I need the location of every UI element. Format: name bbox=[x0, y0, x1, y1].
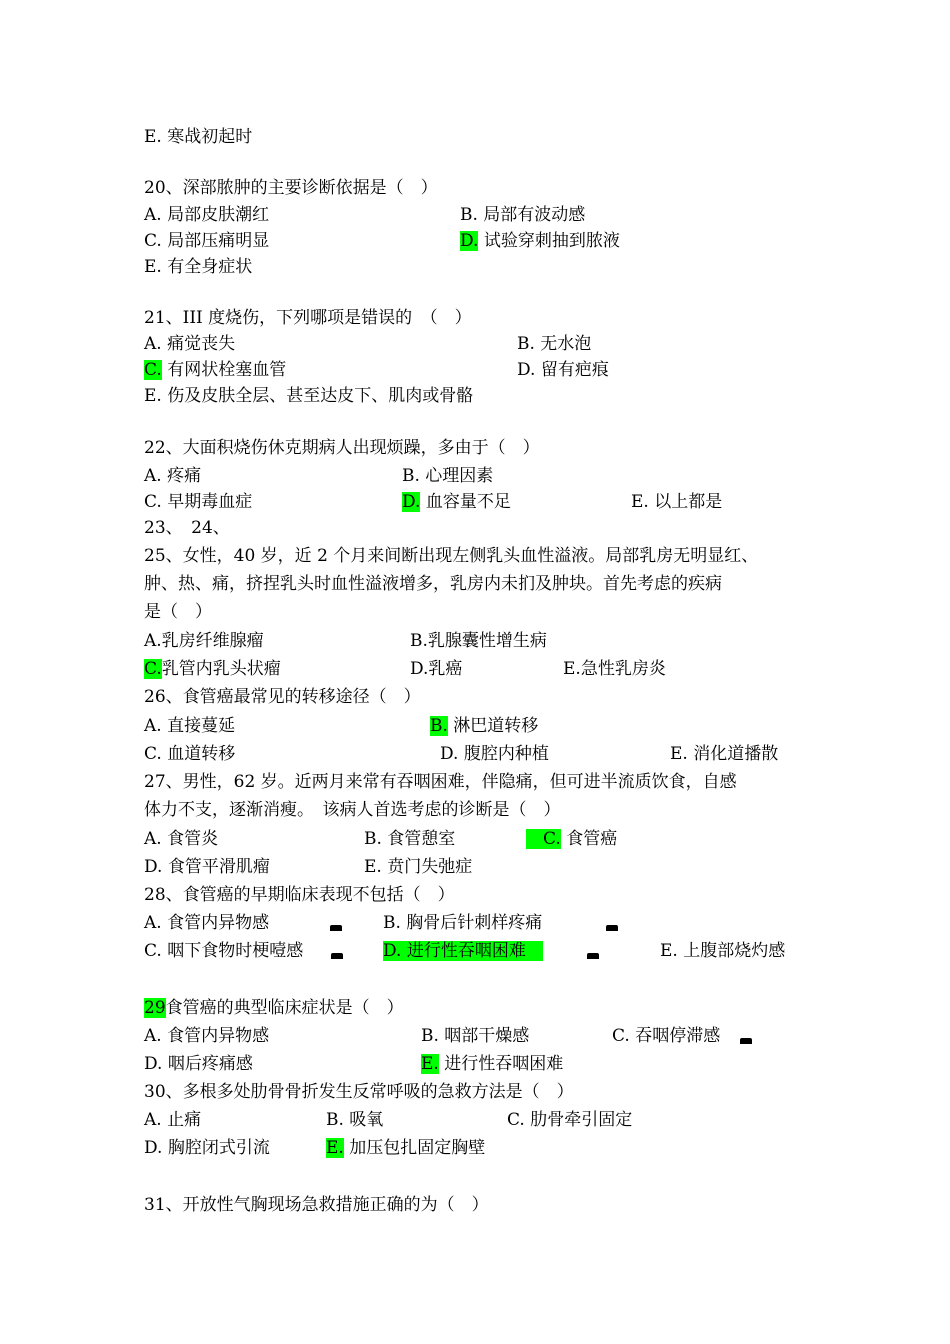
segment-text: 20、深部脓肿的主要诊断依据是（ ） bbox=[144, 178, 438, 198]
text-segment bbox=[144, 628, 264, 654]
text-segment bbox=[364, 854, 472, 880]
text-segment bbox=[144, 769, 737, 795]
text-segment bbox=[144, 1051, 253, 1077]
segment-text: 试验穿刺抽到脓液 bbox=[478, 231, 620, 251]
text-segment bbox=[563, 656, 666, 682]
highlighted-answer: D. bbox=[402, 492, 421, 512]
text-segment bbox=[144, 713, 235, 739]
segment-text: C. 血道转移 bbox=[144, 744, 236, 764]
segment-text: C. 吞咽停滞感 bbox=[612, 1026, 721, 1046]
text-segment bbox=[144, 910, 269, 936]
segment-text: D. 食管平滑肌瘤 bbox=[144, 857, 270, 877]
highlighted-answer: E. bbox=[421, 1054, 439, 1074]
segment-text: 体力不支，逐渐消瘦。 该病人首选考虑的诊断是（ ） bbox=[144, 800, 561, 820]
text-segment bbox=[144, 254, 252, 280]
segment-text: A. 局部皮肤潮红 bbox=[144, 205, 270, 225]
text-segment bbox=[144, 515, 230, 541]
mark-glyph bbox=[606, 925, 618, 931]
segment-text: C. 早期毒血症 bbox=[144, 492, 253, 512]
segment-text: B. 咽部干燥感 bbox=[421, 1026, 530, 1046]
text-segment bbox=[326, 1135, 485, 1161]
segment-text: D.乳癌 bbox=[410, 659, 463, 679]
segment-text: 肿、热、痛，挤捏乳头时血性溢液增多，乳房内未扪及肿块。首先考虑的疾病 bbox=[144, 574, 722, 594]
text-segment bbox=[144, 684, 421, 710]
segment-text: 淋巴道转移 bbox=[447, 716, 539, 736]
text-segment bbox=[144, 435, 540, 461]
text-segment bbox=[326, 1107, 383, 1133]
highlighted-answer: D. 进行性吞咽困难 bbox=[383, 941, 543, 961]
text-segment bbox=[144, 854, 270, 880]
segment-text: B. 局部有波动感 bbox=[460, 205, 586, 225]
text-segment bbox=[144, 741, 235, 767]
text-segment bbox=[144, 797, 561, 823]
text-segment bbox=[144, 305, 472, 331]
text-segment bbox=[410, 656, 462, 682]
segment-text: B. 心理因素 bbox=[402, 466, 494, 486]
segment-text: 28、食管癌的早期临床表现不包括（ ） bbox=[144, 885, 455, 905]
text-segment bbox=[430, 713, 538, 739]
text-segment bbox=[144, 202, 269, 228]
segment-text: B.乳腺囊性增生病 bbox=[410, 631, 547, 651]
segment-text: 乳管内乳头状瘤 bbox=[161, 659, 281, 679]
highlighted-answer: C. bbox=[144, 659, 162, 679]
mark-glyph bbox=[587, 953, 599, 959]
text-segment bbox=[383, 910, 542, 936]
segment-text: 23、 24、 bbox=[144, 518, 230, 538]
segment-text: 食管癌 bbox=[560, 829, 618, 849]
segment-text: D. 胸腔闭式引流 bbox=[144, 1138, 270, 1158]
segment-text: E. 伤及皮肤全层、甚至达皮下、肌肉或骨骼 bbox=[144, 386, 474, 406]
segment-text: A. 直接蔓延 bbox=[144, 716, 236, 736]
text-segment bbox=[144, 571, 722, 597]
mark-glyph bbox=[330, 925, 342, 931]
text-segment bbox=[410, 628, 547, 654]
text-segment bbox=[517, 357, 609, 383]
segment-text: 27、男性，62 岁。近两月来常有吞咽困难，伴隐痛，但可进半流质饮食，自感 bbox=[144, 772, 737, 792]
text-segment bbox=[144, 1135, 270, 1161]
highlighted-answer: C. bbox=[526, 829, 561, 849]
text-segment bbox=[460, 228, 620, 254]
segment-text: 血容量不足 bbox=[420, 492, 511, 512]
text-segment bbox=[144, 383, 473, 409]
text-segment bbox=[144, 1107, 201, 1133]
segment-text: D. 腹腔内种植 bbox=[440, 744, 549, 764]
text-segment bbox=[144, 543, 758, 569]
text-segment bbox=[517, 331, 591, 357]
mark-glyph bbox=[740, 1038, 752, 1044]
segment-text: E. 贲门失弛症 bbox=[364, 857, 473, 877]
segment-text: 有网状栓塞血管 bbox=[161, 360, 287, 380]
text-segment bbox=[364, 826, 455, 852]
segment-text: A. 食管内异物感 bbox=[144, 913, 270, 933]
segment-text: 食管癌的典型临床症状是（ ） bbox=[165, 998, 404, 1018]
segment-text: 26、食管癌最常见的转移途径（ ） bbox=[144, 687, 421, 707]
text-segment bbox=[507, 1107, 632, 1133]
segment-text: 21、III 度烧伤，下列哪项是错误的 （ ） bbox=[144, 308, 472, 328]
segment-text: B. 无水泡 bbox=[517, 334, 592, 354]
segment-text: 31、开放性气胸现场急救措施正确的为（ ） bbox=[144, 1195, 489, 1215]
text-segment bbox=[440, 741, 549, 767]
segment-text: 25、女性，40 岁，近 2 个月来间断出现左侧乳头血性溢液。局部乳房无明显红、 bbox=[144, 546, 759, 566]
text-segment bbox=[144, 826, 218, 852]
segment-text: E. 寒战初起时 bbox=[144, 127, 253, 147]
text-segment bbox=[670, 741, 778, 767]
highlighted-answer: C. bbox=[144, 360, 162, 380]
text-segment bbox=[144, 463, 201, 489]
text-segment bbox=[383, 938, 543, 964]
text-segment bbox=[144, 882, 455, 908]
text-segment bbox=[421, 1023, 529, 1049]
highlighted-answer: B. bbox=[430, 716, 448, 736]
text-segment bbox=[144, 938, 303, 964]
text-segment bbox=[144, 489, 252, 515]
segment-text: 进行性吞咽困难 bbox=[438, 1054, 564, 1074]
segment-text: A. 疼痛 bbox=[144, 466, 202, 486]
segment-text: C. 肋骨牵引固定 bbox=[507, 1110, 633, 1130]
segment-text: 22、大面积烧伤休克期病人出现烦躁，多由于（ ） bbox=[144, 438, 540, 458]
segment-text: C. 咽下食物时梗噎感 bbox=[144, 941, 304, 961]
segment-text: E. 以上都是 bbox=[631, 492, 723, 512]
segment-text: 30、多根多处肋骨骨折发生反常呼吸的急救方法是（ ） bbox=[144, 1082, 574, 1102]
text-segment bbox=[144, 175, 438, 201]
text-segment bbox=[144, 995, 404, 1021]
segment-text: A.乳房纤维腺瘤 bbox=[144, 631, 264, 651]
text-segment bbox=[144, 228, 269, 254]
text-segment bbox=[144, 124, 252, 150]
text-segment bbox=[402, 463, 493, 489]
text-segment bbox=[421, 1051, 563, 1077]
text-segment bbox=[144, 357, 286, 383]
segment-text: C. 局部压痛明显 bbox=[144, 231, 270, 251]
text-segment bbox=[460, 202, 585, 228]
text-segment bbox=[612, 1023, 720, 1049]
text-segment bbox=[144, 599, 212, 625]
text-segment bbox=[144, 1079, 574, 1105]
highlighted-answer: E. bbox=[326, 1138, 344, 1158]
segment-text: B. 胸骨后针刺样疼痛 bbox=[383, 913, 543, 933]
highlighted-answer: 29 bbox=[144, 998, 166, 1018]
text-segment bbox=[660, 938, 785, 964]
text-segment bbox=[144, 1192, 489, 1218]
segment-text: D. 咽后疼痛感 bbox=[144, 1054, 253, 1074]
text-segment bbox=[144, 1023, 269, 1049]
segment-text: A. 止痛 bbox=[144, 1110, 202, 1130]
segment-text: 加压包扎固定胸壁 bbox=[343, 1138, 486, 1158]
text-segment bbox=[402, 489, 511, 515]
segment-text: E. 上腹部烧灼感 bbox=[660, 941, 786, 961]
segment-text: A. 食管内异物感 bbox=[144, 1026, 270, 1046]
mark-glyph bbox=[331, 953, 343, 959]
segment-text: 是（ ） bbox=[144, 602, 212, 622]
text-segment bbox=[144, 656, 281, 682]
text-segment bbox=[144, 331, 235, 357]
segment-text: E. 消化道播散 bbox=[670, 744, 779, 764]
segment-text: B. 食管憩室 bbox=[364, 829, 456, 849]
segment-text: D. 留有疤痕 bbox=[517, 360, 609, 380]
segment-text: B. 吸氧 bbox=[326, 1110, 384, 1130]
segment-text: A. 痛觉丧失 bbox=[144, 334, 236, 354]
text-segment bbox=[526, 826, 617, 852]
text-segment bbox=[631, 489, 722, 515]
segment-text: A. 食管炎 bbox=[144, 829, 219, 849]
highlighted-answer: D. bbox=[460, 231, 479, 251]
segment-text: E. 有全身症状 bbox=[144, 257, 253, 277]
segment-text: E.急性乳房炎 bbox=[563, 659, 666, 679]
